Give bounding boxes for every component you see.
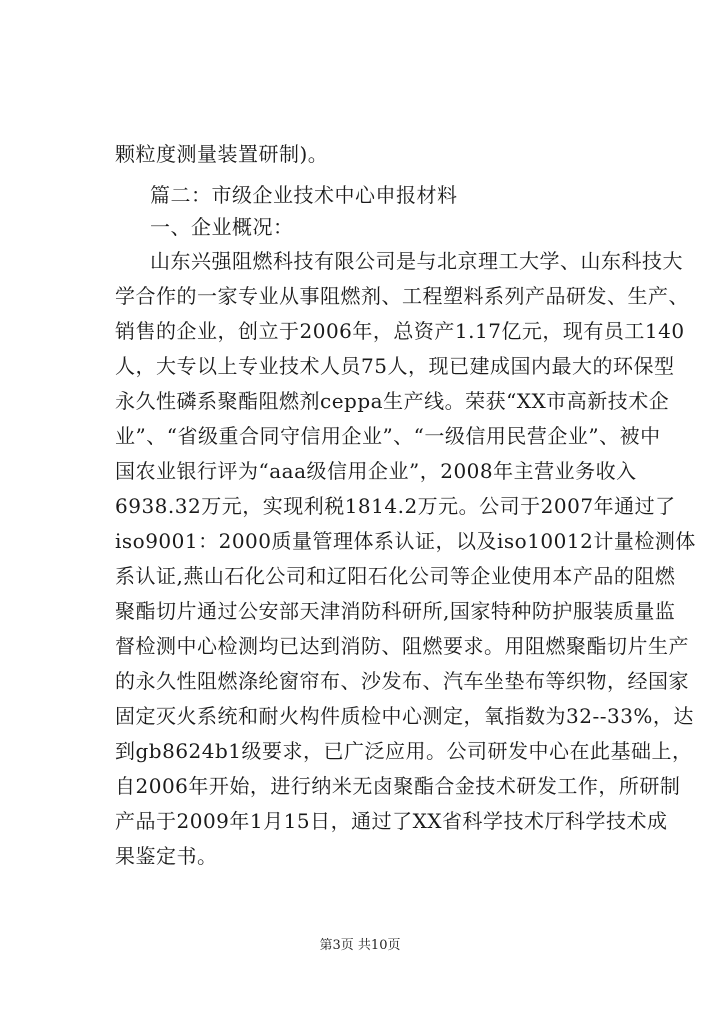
text-line: 聚酯切片通过公安部天津消防科研所,国家特种防护服装质量监 [115,599,676,623]
text-line: 人，大专以上专业技术人员75人，现已建成国内最大的环保型 [115,354,675,378]
text-line: 督检测中心检测均已达到消防、阻燃要求。用阻燃聚酯切片生产 [115,634,689,658]
text-line: 6938.32万元，实现利税1814.2万元。公司于2007年通过了 [115,494,676,518]
text-line: 固定灭火系统和耐火构件质检中心测定，氧指数为32--33%，达 [115,704,694,728]
text-line: 国农业银行评为“aaa级信用企业”，2008年主营业务收入 [115,459,637,483]
page-number: 第3页 共10页 [319,938,401,953]
text-line: 学合作的一家专业从事阻燃剂、工程塑料系列产品研发、生产、 [115,284,689,308]
text-line: 业”、“省级重合同守信用企业”、“一级信用民营企业”、被中 [115,424,661,448]
text-line: 系认证,燕山石化公司和辽阳石化公司等企业使用本产品的阻燃 [115,564,676,588]
text-line: iso9001：2000质量管理体系认证，以及iso10012计量检测体 [115,529,696,553]
text-line: 自2006年开始，进行纳米无卤聚酯合金技术研发工作，所研制 [115,774,681,798]
subsection-heading: 一、企业概况： [150,215,294,239]
text-line: 山东兴强阻燃科技有限公司是与北京理工大学、山东科技大 [150,249,683,273]
text-line: 产品于2009年1月15日，通过了XX省科学技术厅科学技术成 [115,809,668,833]
text-line: 的永久性阻燃涤纶窗帘布、沙发布、汽车坐垫布等织物，经国家 [115,669,689,693]
text-line: 到gb8624b1级要求，已广泛应用。公司研发中心在此基础上， [115,739,693,763]
text-line: 永久性磷系聚酯阻燃剂ceppa生产线。荣获“XX市高新技术企 [115,389,670,413]
text-line: 果鉴定书。 [115,844,218,868]
text-line: 销售的企业，创立于2006年，总资产1.17亿元，现有员工140 [115,319,685,343]
section-heading: 篇二：市级企业技术中心申报材料 [150,183,458,207]
text-line: 颗粒度测量装置研制)。 [115,142,329,166]
